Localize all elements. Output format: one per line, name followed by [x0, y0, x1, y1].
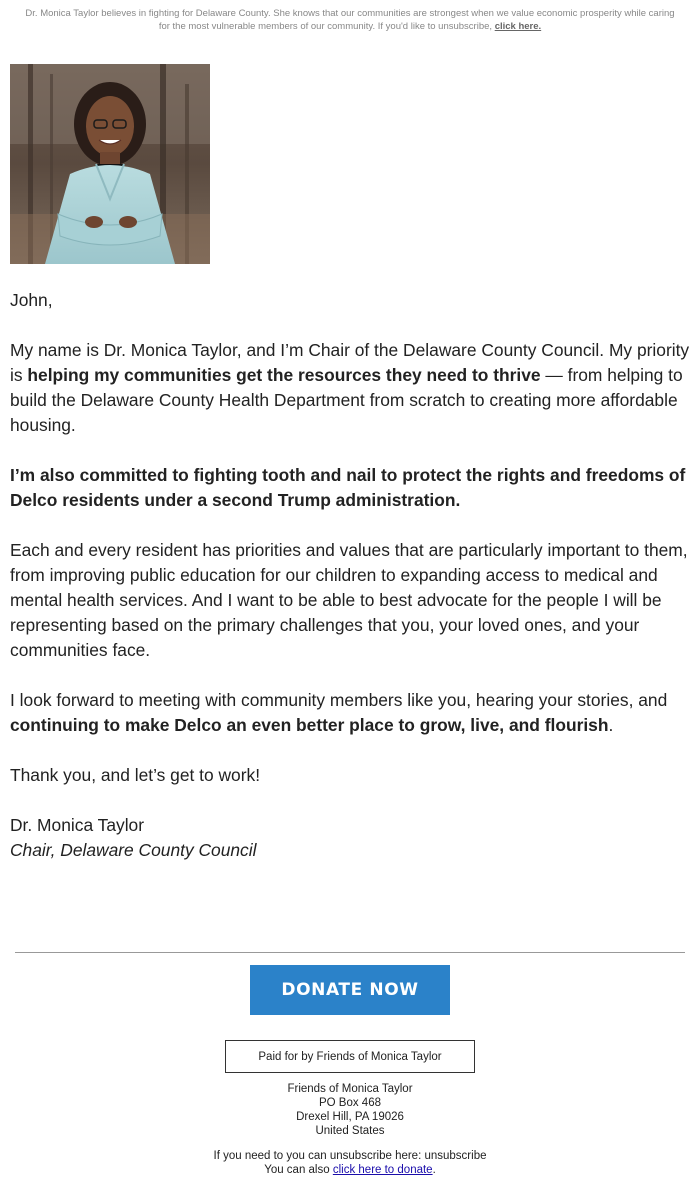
address-line-4: United States: [315, 1125, 385, 1137]
address-line-1: Friends of Monica Taylor: [287, 1083, 413, 1095]
paragraph-intro-bold: helping my communities get the resources they need to thrive: [27, 365, 541, 385]
donate-now-button[interactable]: DONATE NOW: [250, 965, 450, 1015]
paragraph-intro-text-a: My name is Dr. Monica Taylor, and I’m Chair of the Delaware County Council. My priority is: [10, 340, 690, 385]
address-line-2: PO Box 468: [318, 1097, 381, 1109]
paid-for-disclaimer: Paid for by Friends of Monica Taylor: [225, 1040, 475, 1073]
paragraph-thanks: Thank you, and let’s get to work!: [10, 765, 261, 785]
paragraph-forward-text-b: .: [608, 715, 614, 735]
preheader: [20, 7, 680, 33]
paragraph-forward-text-a: I look forward to meeting with community members like you, hearing your stories, and: [10, 690, 668, 710]
footer: [100, 1149, 600, 1177]
greeting: John,: [10, 290, 53, 310]
donate-line-prefix: You can also: [264, 1164, 333, 1176]
signature-title: Chair, Delaware County Council: [10, 840, 257, 860]
paragraph-intro-text-b: — from helping to build the Delaware County Health Department from scratch to creating more affordable housing.: [10, 365, 683, 435]
paragraph-commitment: [10, 463, 690, 513]
paragraph-priorities: Each and every resident has priorities and values that are particularly important to them, from improving public education for our children to expanding access to medical and mental health services. And I want to be able to best advocate for the people I will be representing based on the primary challenges that you, your loved ones, and your communities face.: [10, 540, 688, 660]
paragraph-commitment-bold: I’m also committed to fighting tooth and nail to protect the rights and freedoms of Delco residents under a second Trump administration.: [10, 465, 686, 510]
candidate-photo: [10, 64, 210, 264]
address-line-3: Drexel Hill, PA 19026: [296, 1111, 404, 1123]
footer-divider: [15, 952, 685, 953]
letter-body: [10, 288, 690, 863]
signature: [10, 813, 690, 863]
unsubscribe-line[interactable]: If you need to you can unsubscribe here: unsubscribe: [213, 1150, 487, 1162]
click-here-to-donate-link[interactable]: click here to donate: [332, 1164, 433, 1176]
donate-line-suffix: .: [432, 1164, 436, 1176]
unsubscribe-link-top[interactable]: click here.: [494, 21, 542, 32]
preheader-text: Dr. Monica Taylor believes in fighting for Delaware County. She knows that our communities are strongest when we value economic prosperity while caring for the most vulnerable members of our community. If you'd like to unsubscribe,: [25, 8, 675, 32]
paragraph-intro: [10, 338, 690, 438]
paragraph-forward: [10, 688, 690, 738]
donate-line: [100, 1163, 600, 1177]
signature-name: Dr. Monica Taylor: [10, 815, 145, 835]
mailing-address: [150, 1082, 550, 1138]
paragraph-forward-bold: continuing to make Delco an even better place to grow, live, and flourish: [10, 715, 609, 735]
candidate-photo-image: [10, 64, 210, 264]
